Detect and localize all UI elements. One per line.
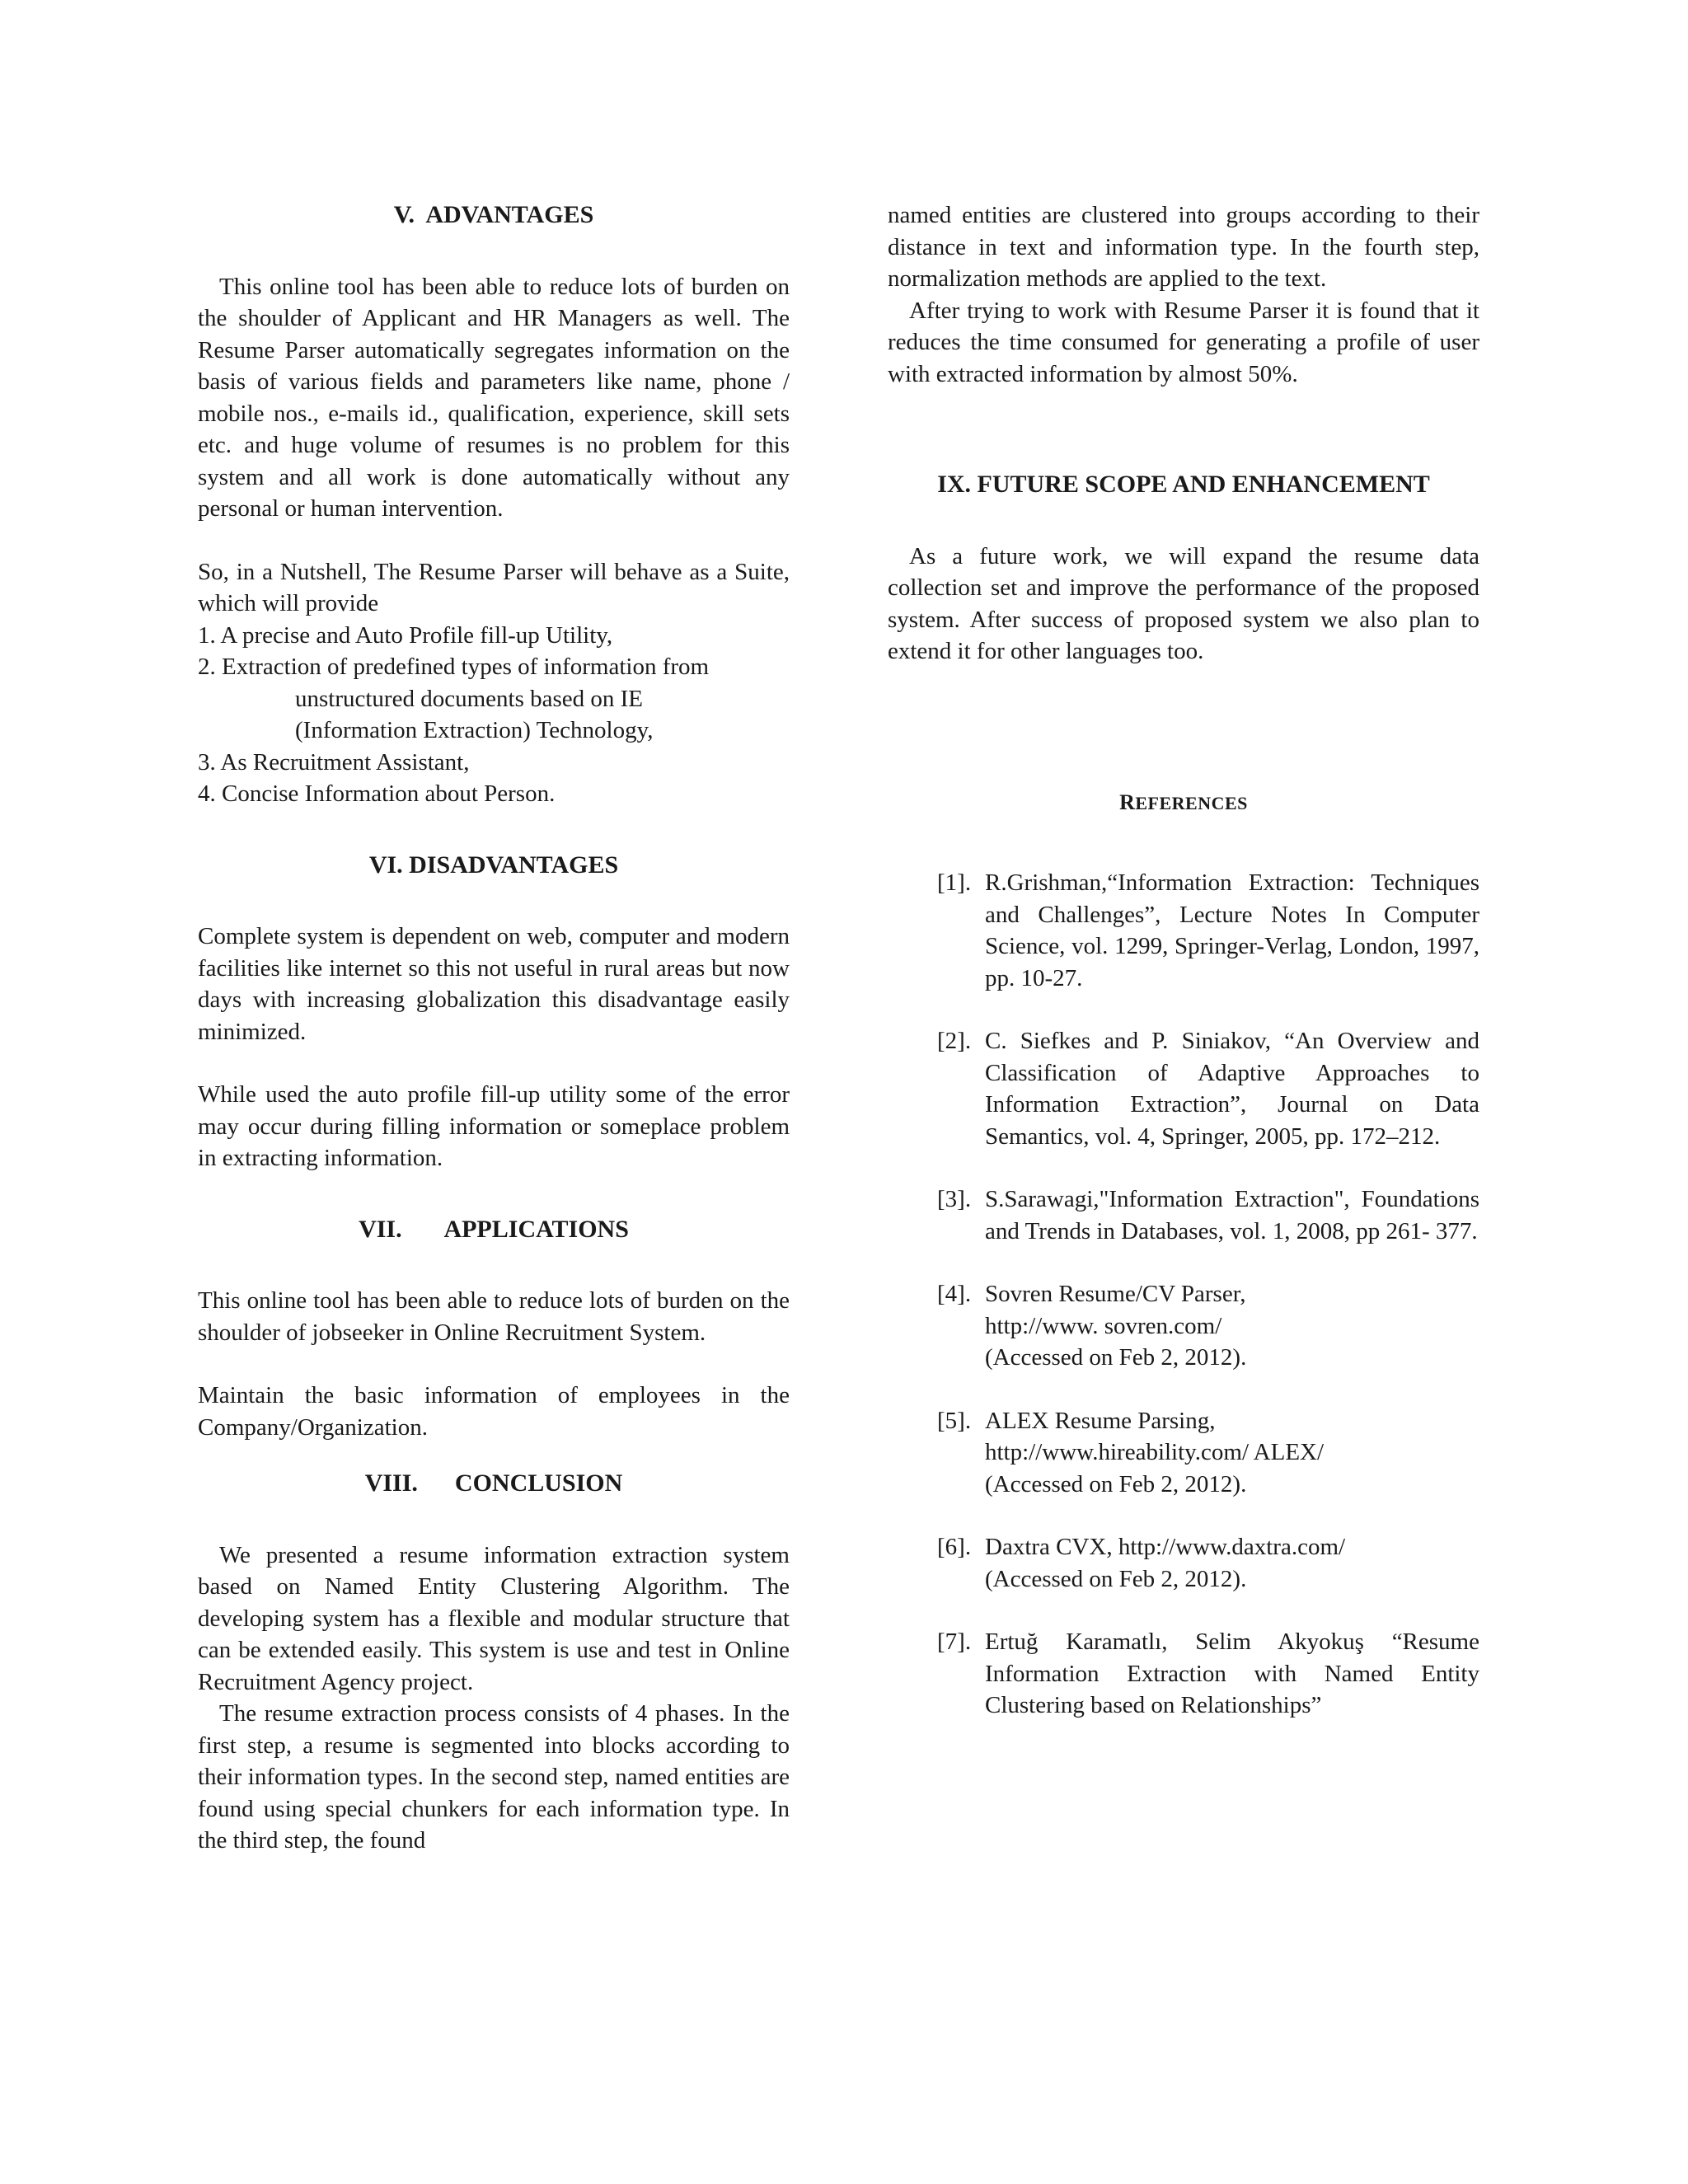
section-heading-conclusion: VIII. CONCLUSION [364,1469,623,1497]
reference-line: Sovren Resume/CV Parser, [985,1281,1246,1307]
list-item-3: 3. As Recruitment Assistant, [198,748,470,776]
applications-paragraph-2: Maintain the basic information of employees in the Company/Organization. [198,1382,790,1441]
right-column [888,199,1479,1722]
reference-line: (Accessed on Feb 2, 2012). [985,1344,1247,1371]
reference-item [888,1531,1479,1595]
applications-paragraph-1: This online tool has been able to reduce lots of burden on the shoulder of jobseeker in Online Recruitment System. [198,1287,790,1346]
disadvantages-paragraph-2: While used the auto profile fill-up utility some of the error may occur during filling information or someplace problem in extracting information. [198,1081,790,1171]
reference-item [888,1626,1479,1722]
reference-url-link[interactable]: Daxtra CVX, http://www.daxtra.com/ [985,1534,1346,1560]
section-heading-applications: VII. APPLICATIONS [359,1215,629,1243]
reference-number: [4]. [937,1281,972,1307]
reference-number: [3]. [937,1186,972,1212]
list-item-4: 4. Concise Information about Person. [198,780,556,807]
list-item-2-cont-1: unstructured documents based on IE [295,685,644,712]
reference-text: R.Grishman,“Information Extraction: Techniques and Challenges”, Lecture Notes In Computer Science, vol. 1299, Springer-Verlag, London, 1997, pp. 10-27. [985,869,1479,991]
reference-text: C. Siefkes and P. Siniakov, “An Overview and Classification of Adaptive Approaches to Information Extraction”, Journal on Data Semantics, vol. 4, Springer, 2005, pp. 172–212. [985,1028,1479,1150]
reference-number: [5]. [937,1407,972,1434]
conclusion-paragraph-1: We presented a resume information extraction system based on Named Entity Clustering Algorithm. The developing system has a flexible and modular structure that can be extended easily. This system is use and test in Online Recruitment Agency project. [198,1541,790,1695]
reference-item [888,1183,1479,1247]
conclusion-continued-paragraph: named entities are clustered into groups according to their distance in text and information type. In the fourth step, normalization methods are applied to the text. [888,202,1479,292]
after-trying-paragraph: After trying to work with Resume Parser it is found that it reduces the time consumed for generating a profile of user with extracted information by almost 50%. [888,297,1479,387]
disadvantages-paragraph-1: Complete system is dependent on web, computer and modern facilities like internet so this not useful in rural areas but now days with increasing globalization this disadvantage easily minimized. [198,923,790,1045]
section-heading-advantages: V. ADVANTAGES [393,201,594,228]
nutshell-paragraph: So, in a Nutshell, The Resume Parser will behave as a Suite, which will provide [198,558,790,616]
reference-line: (Accessed on Feb 2, 2012). [985,1565,1247,1592]
reference-item [888,867,1479,994]
reference-url-link[interactable]: http://www.hireability.com/ ALEX/ [985,1439,1325,1465]
reference-item [888,1278,1479,1374]
reference-item [888,1405,1479,1501]
reference-url-link[interactable]: http://www. sovren.com/ [985,1312,1222,1339]
reference-number: [6]. [937,1534,972,1560]
reference-number: [7]. [937,1629,972,1655]
references-heading: REFERENCES [1119,790,1248,814]
list-item-2: 2. Extraction of predefined types of information from [198,654,710,680]
reference-line: ALEX Resume Parsing, [985,1407,1216,1434]
reference-item [888,1025,1479,1152]
conclusion-paragraph-2: The resume extraction process consists of 4 phases. In the first step, a resume is segmented into blocks according to their information types. In the second step, named entities are found using special chunkers for each information type. In the third step, the found [198,1700,790,1854]
reference-line: (Accessed on Feb 2, 2012). [985,1470,1247,1497]
reference-number: [2]. [937,1028,972,1054]
section-heading-future-scope: IX. FUTURE SCOPE AND ENHANCEMENT [937,471,1430,498]
reference-number: [1]. [937,869,972,896]
future-scope-paragraph: As a future work, we will expand the resume data collection set and improve the performance of the proposed system. After success of proposed system we also plan to extend it for other languages too. [888,542,1479,664]
section-heading-disadvantages: VI. DISADVANTAGES [368,851,619,879]
list-item-1: 1. A precise and Auto Profile fill-up Utility, [198,621,613,649]
list-item-2-cont-2: (Information Extraction) Technology, [295,717,654,743]
advantages-paragraph: This online tool has been able to reduce lots of burden on the shoulder of Applicant and HR Managers as well. The Resume Parser automatically segregates information on the basis of various fields and parameters like name, phone / mobile nos., e-mails id., qualification, experience, skill sets etc. and huge volume of resumes is no problem for this system and all work is done automatically without any personal or human intervention. [198,273,790,522]
reference-text: Ertuğ Karamatlı, Selim Akyokuş “Resume Information Extraction with Named Entity Clustering based on Relationships” [985,1629,1479,1718]
left-column [198,199,790,1857]
reference-text: S.Sarawagi,"Information Extraction", Foundations and Trends in Databases, vol. 1, 2008, pp 261- 377. [985,1186,1479,1244]
